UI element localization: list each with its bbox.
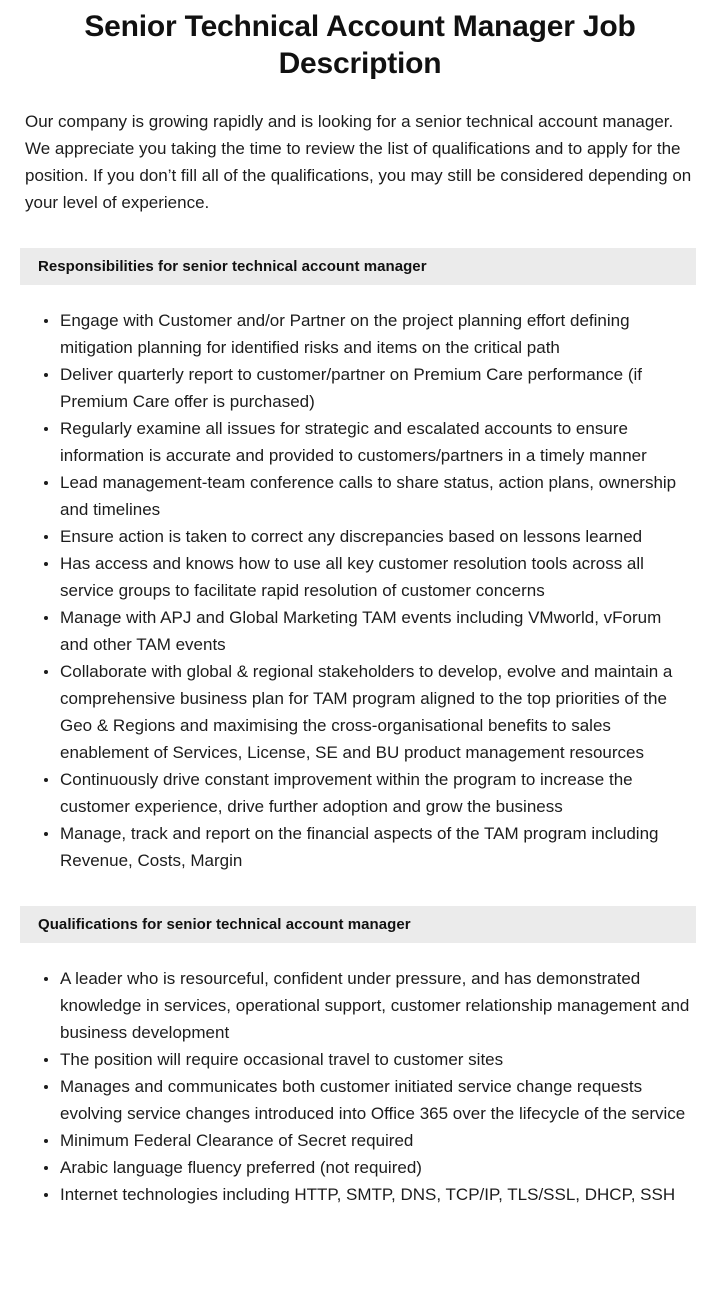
list-item: A leader who is resourceful, confident under pressure, and has demonstrated knowledge in services, operational support, customer relationship management and business development <box>44 965 692 1046</box>
intro-paragraph: Our company is growing rapidly and is looking for a senior technical account manager. We appreciate you taking the time to review the list of qualifications and to apply for the position. If you don’t fill all of the qualifications, you may still be considered depending on your level of experience. <box>25 112 692 212</box>
section-header-responsibilities <box>20 248 696 285</box>
section-qualifications <box>0 906 720 1208</box>
list-item: Continuously drive constant improvement within the program to increase the customer experience, drive further adoption and grow the business <box>44 766 692 820</box>
list-item: Has access and knows how to use all key customer resolution tools across all service groups to facilitate rapid resolution of customer concerns <box>44 550 692 604</box>
list-item: Internet technologies including HTTP, SMTP, DNS, TCP/IP, TLS/SSL, DHCP, SSH <box>44 1181 692 1208</box>
section-responsibilities <box>0 248 720 874</box>
list-item: Manages and communicates both customer initiated service change requests evolving service changes introduced into Office 365 over the lifecycle of the service <box>44 1073 692 1127</box>
list-item: Minimum Federal Clearance of Secret required <box>44 1127 692 1154</box>
section-header-label: Qualifications for senior technical account manager <box>38 915 411 933</box>
section-header-label: Responsibilities for senior technical account manager <box>38 257 427 275</box>
page-bottom-spacer <box>0 1208 720 1246</box>
list-item: Collaborate with global & regional stakeholders to develop, evolve and maintain a comprehensive business plan for TAM program aligned to the top priorities of the Geo & Regions and maximising the cross-organisational benefits to sales enablement of Services, License, SE and BU product management resources <box>44 658 692 766</box>
list-item: Deliver quarterly report to customer/partner on Premium Care performance (if Premium Care offer is purchased) <box>44 361 692 415</box>
list-item: Manage, track and report on the financial aspects of the TAM program including Revenue, Costs, Margin <box>44 820 692 874</box>
list-item: Lead management-team conference calls to share status, action plans, ownership and timelines <box>44 469 692 523</box>
list-item: Engage with Customer and/or Partner on the project planning effort defining mitigation planning for identified risks and items on the critical path <box>44 307 692 361</box>
page-title: Senior Technical Account Manager Job Description <box>84 10 636 80</box>
list-item: Ensure action is taken to correct any discrepancies based on lessons learned <box>44 523 692 550</box>
responsibilities-list <box>0 285 720 874</box>
list-item: Regularly examine all issues for strategic and escalated accounts to ensure information is accurate and provided to customers/partners in a timely manner <box>44 415 692 469</box>
list-item: The position will require occasional travel to customer sites <box>44 1046 692 1073</box>
section-header-qualifications <box>20 906 696 943</box>
list-item: Manage with APJ and Global Marketing TAM events including VMworld, vForum and other TAM events <box>44 604 692 658</box>
list-item: Arabic language fluency preferred (not required) <box>44 1154 692 1181</box>
qualifications-list <box>0 943 720 1208</box>
